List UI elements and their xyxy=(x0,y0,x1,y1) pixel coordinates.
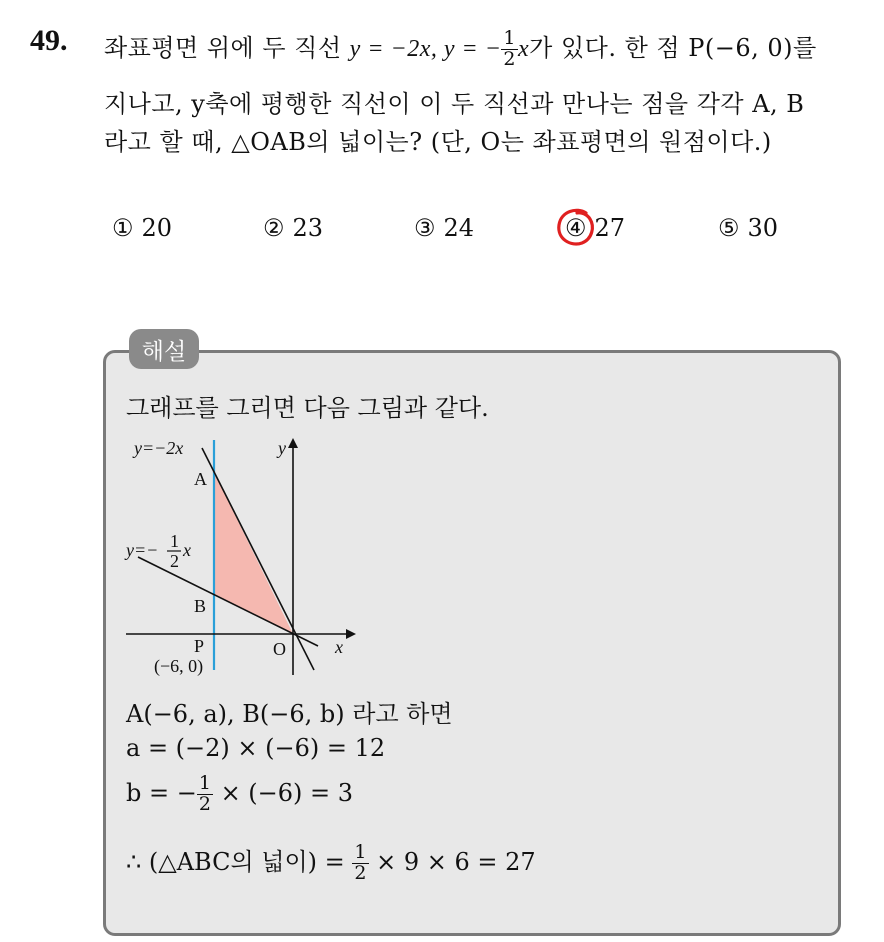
choice-mark: ⑤ xyxy=(718,214,740,242)
choice-mark: ② xyxy=(263,214,285,242)
label-x-axis: x xyxy=(335,637,343,657)
step4-text: ∴ (△ABC의 넓이) = xyxy=(126,848,353,876)
fraction-denominator: 2 xyxy=(354,862,367,884)
step3-text: × (−6) = 3 xyxy=(212,778,354,807)
answer-circle-icon xyxy=(555,207,597,249)
choice-3[interactable] xyxy=(414,214,474,242)
choice-2[interactable] xyxy=(263,214,323,242)
label-point-p-coord: (−6, 0) xyxy=(154,656,204,676)
label-line2: y=− xyxy=(126,540,159,560)
solution-tag: 해설 xyxy=(129,329,199,369)
step3-text: b = − xyxy=(126,778,197,807)
solution-graph xyxy=(118,430,368,680)
label-y-axis: y xyxy=(278,438,286,458)
label-line1: y=−2x xyxy=(134,438,184,458)
question-text: 좌표평면 위에 두 직선 xyxy=(104,34,350,62)
solution-step-2: a = (−2) × (−6) = 12 xyxy=(126,734,386,762)
choice-value: 23 xyxy=(292,214,324,242)
choice-mark: ④ xyxy=(565,214,587,242)
fraction-numerator: 1 xyxy=(198,772,211,794)
choice-1[interactable] xyxy=(112,214,172,242)
question-text: 가 있다. 한 점 P(−6, 0)를 xyxy=(529,34,817,62)
fraction-denominator: 2 xyxy=(198,792,211,815)
question-number: 49. xyxy=(30,24,68,57)
label-line2-num: 1 xyxy=(170,531,179,551)
equation-lines: y = −2x, y = − xyxy=(349,36,502,62)
question-line-1 xyxy=(104,28,817,70)
step4-text: × 9 × 6 = 27 xyxy=(368,848,536,876)
label-point-p: P xyxy=(194,636,205,656)
question-line-2: 지나고, y축에 평행한 직선이 이 두 직선과 만나는 점을 각각 A, B xyxy=(104,90,805,118)
choice-5[interactable] xyxy=(718,214,778,242)
fraction-numerator: 1 xyxy=(503,27,517,50)
solution-step-4 xyxy=(126,842,536,884)
fraction-numerator: 1 xyxy=(354,841,367,864)
choice-value: 24 xyxy=(443,214,475,242)
x-axis-arrow-icon xyxy=(346,629,356,639)
label-point-b: B xyxy=(194,596,207,616)
choice-mark: ① xyxy=(112,214,134,242)
solution-intro: 그래프를 그리면 다음 그림과 같다. xyxy=(126,394,489,422)
choice-mark: ③ xyxy=(414,214,436,242)
solution-step-1: A(−6, a), B(−6, b) 라고 하면 xyxy=(126,700,453,728)
choice-value: 27 xyxy=(594,214,626,242)
equation-variable: x xyxy=(518,36,530,62)
label-origin: O xyxy=(273,639,286,659)
step3-fraction xyxy=(197,774,213,815)
fraction-denominator: 2 xyxy=(503,48,517,70)
label-line2-den: 2 xyxy=(170,551,179,571)
y-axis-arrow-icon xyxy=(288,438,298,448)
choice-value: 30 xyxy=(747,214,779,242)
choice-value: 20 xyxy=(141,214,173,242)
solution-step-3 xyxy=(126,774,353,815)
label-line2-var: x xyxy=(183,540,191,560)
fraction-half xyxy=(501,29,518,70)
question-line-3: 라고 할 때, △OAB의 넓이는? (단, O는 좌표평면의 원점이다.) xyxy=(104,128,772,156)
label-point-a: A xyxy=(194,469,207,489)
step4-fraction xyxy=(352,843,368,884)
